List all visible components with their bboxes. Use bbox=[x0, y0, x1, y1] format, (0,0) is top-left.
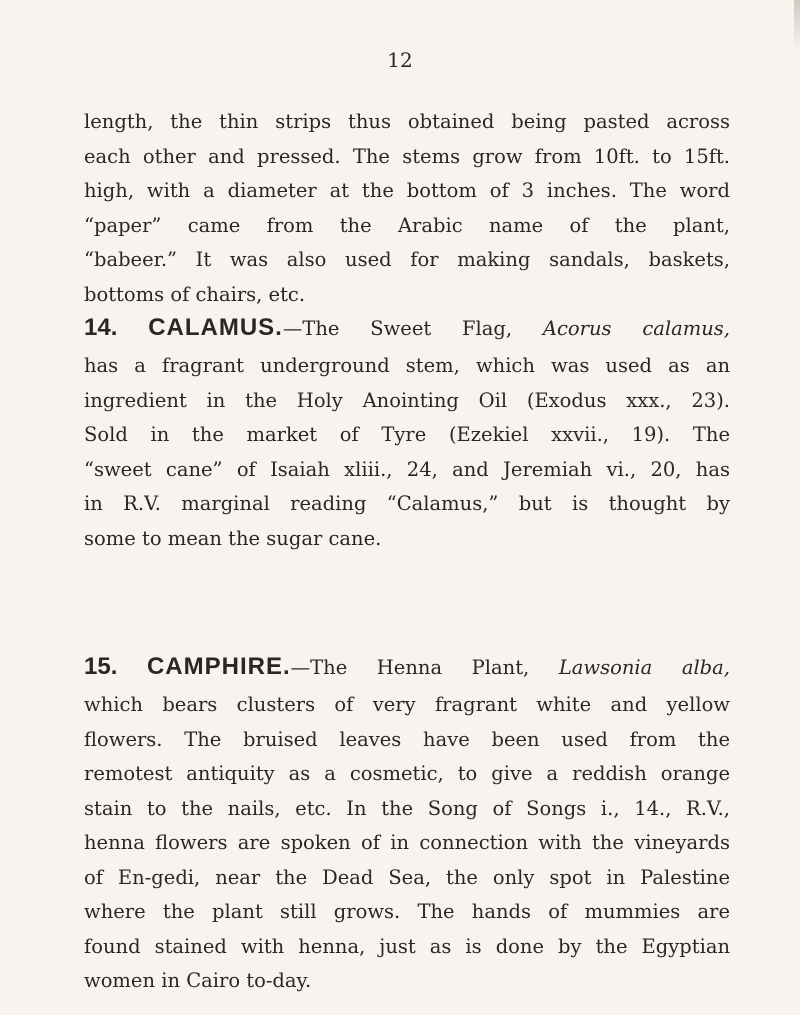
text-line: flowers. The bruised leaves have been used from the bbox=[84, 727, 730, 751]
text-line: stain to the nails, etc. In the Song of Songs i., 14., R.V., bbox=[84, 796, 730, 820]
text-line: some to mean the sugar cane. bbox=[84, 526, 382, 550]
entry-first-line bbox=[84, 646, 730, 688]
botanical-name: Acorus calamus, bbox=[542, 317, 731, 340]
text-line: found stained with henna, just as is done by the Egyptian bbox=[84, 934, 730, 958]
text-line: henna flowers are spoken of in connection with the vineyards bbox=[84, 831, 730, 854]
text-line: in R.V. marginal reading “Calamus,” but is thought by bbox=[84, 492, 730, 515]
text-line: where the plant still grows. The hands of mummies are bbox=[84, 900, 730, 923]
text-line: high, with a diameter at the bottom of 3 inches. The word bbox=[84, 179, 730, 202]
entry-number: 14. bbox=[84, 314, 118, 341]
text-line: of En-gedi, near the Dead Sea, the only spot in Palestine bbox=[84, 865, 730, 889]
entry-14-calamus bbox=[84, 307, 730, 556]
text-line: remotest antiquity as a cosmetic, to give a reddish orange bbox=[84, 762, 730, 785]
text-line: which bears clusters of very fragrant white and yellow bbox=[84, 693, 730, 716]
page-edge-shadow bbox=[794, 0, 800, 50]
text-line: women in Cairo to-day. bbox=[84, 969, 312, 992]
text-line: ingredient in the Holy Anointing Oil (Exodus xxx., 23). bbox=[84, 388, 730, 412]
text-line: “paper” came from the Arabic name of the plant, bbox=[84, 213, 730, 237]
page-number: 12 bbox=[387, 48, 413, 72]
text-line: “babeer.” It was also used for making sandals, baskets, bbox=[84, 248, 730, 271]
entry-15-camphire bbox=[84, 646, 730, 999]
text-line: Sold in the market of Tyre (Ezekiel xxvii., 19). The bbox=[84, 423, 730, 446]
text-line: has a fragrant underground stem, which was used as an bbox=[84, 354, 730, 377]
entry-number: 15. bbox=[84, 653, 118, 680]
paragraph-papyrus-continuation bbox=[84, 105, 730, 312]
text-line: “sweet cane” of Isaiah xliii., 24, and Jeremiah vi., 20, has bbox=[84, 457, 730, 481]
text-line: bottoms of chairs, etc. bbox=[84, 282, 306, 306]
entry-first-line bbox=[84, 307, 730, 349]
entry-intro-text: —The Sweet Flag, bbox=[282, 317, 543, 340]
botanical-name: Lawsonia alba, bbox=[558, 656, 730, 679]
entry-heading: CAMPHIRE. bbox=[146, 653, 291, 680]
entry-intro-text: —The Henna Plant, bbox=[290, 656, 559, 679]
text-line: each other and pressed. The stems grow from 10ft. to 15ft. bbox=[84, 144, 730, 168]
text-line: length, the thin strips thus obtained being pasted across bbox=[84, 110, 730, 133]
entry-heading: CALAMUS. bbox=[148, 314, 283, 341]
